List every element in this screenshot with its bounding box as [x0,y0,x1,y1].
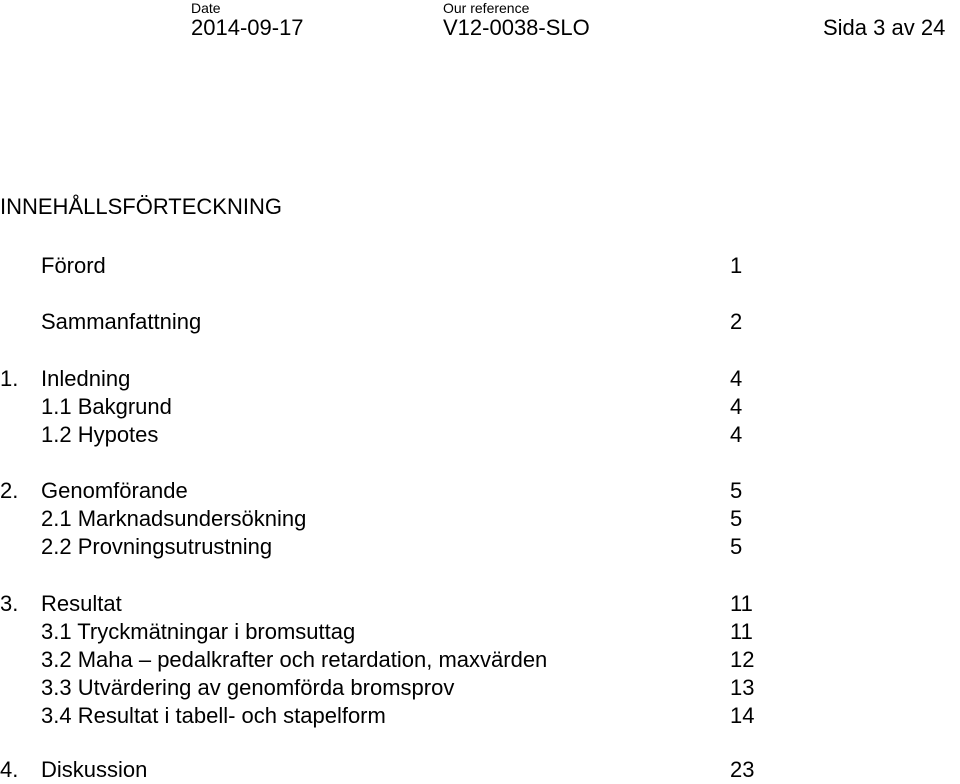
toc-entry-page: 2 [730,309,743,334]
toc-entry [0,618,760,646]
toc-entry-text: 3.2 Maha – pedalkrafter och retardation, maxvärden [41,647,548,672]
toc-entry-text: 2.1 Marknadsundersökning [41,506,307,531]
toc-entry-text: Resultat [41,591,122,616]
reference-label: Our reference [443,0,530,16]
toc-entry [0,505,760,533]
toc-entry [0,674,760,702]
date-value: 2014-09-17 [191,15,304,40]
toc-entry-text: 3.3 Utvärdering av genomförda bromsprov [41,675,455,700]
toc-entry [0,533,760,561]
toc-entry [0,393,760,421]
toc-entry-number: 1. [0,366,19,391]
toc-entry-page: 5 [730,478,743,503]
toc-entry-text: Förord [41,253,106,278]
toc-entry-text: 2.2 Provningsutrustning [41,534,273,559]
toc-entry-page: 12 [730,647,755,672]
toc-title: INNEHÅLLSFÖRTECKNING [0,194,282,219]
toc-entry-text: Diskussion [41,757,148,782]
toc-entry [0,646,760,674]
toc-entry [0,308,760,336]
toc-entry-page: 4 [730,422,743,447]
page-indicator: Sida 3 av 24 [823,15,946,40]
toc-entry-page: 13 [730,675,755,700]
toc-entry [0,421,760,449]
date-label: Date [191,0,221,16]
toc-entry [0,477,760,505]
toc-entry-text: 1.2 Hypotes [41,422,159,447]
toc-entry-page: 1 [730,253,743,278]
reference-value: V12-0038-SLO [443,15,590,40]
toc-entry-page: 5 [730,506,743,531]
toc-entry-page: 23 [730,757,755,782]
toc-entry-number: 2. [0,478,19,503]
toc-entry-number: 3. [0,591,19,616]
toc-entry [0,252,760,280]
toc-entry [0,590,760,618]
toc-entry-text: Inledning [41,366,131,391]
toc-entry-text: 3.4 Resultat i tabell- och stapelform [41,703,386,728]
toc-entry-page: 11 [730,591,753,616]
toc-entry-page: 11 [730,619,753,644]
toc-entry-page: 4 [730,366,743,391]
toc-entry-page: 5 [730,534,743,559]
toc-entry [0,702,760,730]
toc-entry-number: 4. [0,757,19,782]
toc-entry [0,756,760,784]
toc-entry [0,365,760,393]
toc-entry-text: Genomförande [41,478,188,503]
toc-entry-text: Sammanfattning [41,309,202,334]
toc-entry-text: 3.1 Tryckmätningar i bromsuttag [41,619,356,644]
toc-entry-page: 14 [730,703,755,728]
toc-entry-text: 1.1 Bakgrund [41,394,172,419]
toc-entry-page: 4 [730,394,743,419]
